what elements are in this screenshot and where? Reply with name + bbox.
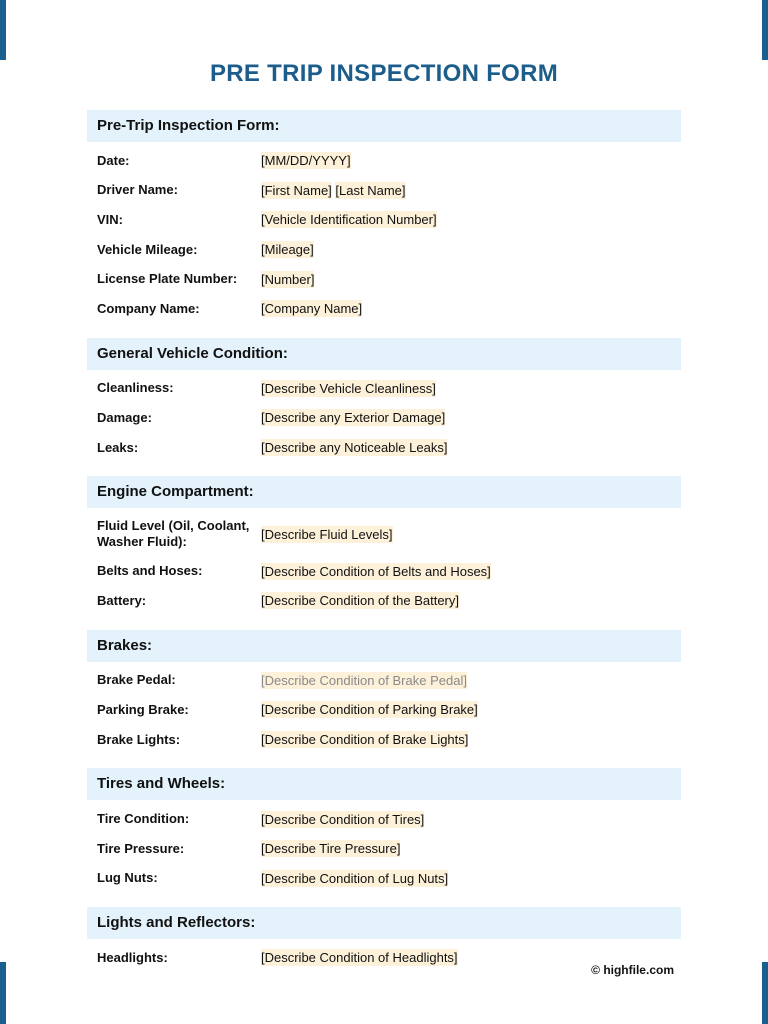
corner-accent-top-right	[762, 0, 768, 60]
form-row	[87, 235, 681, 265]
page-title: PRE TRIP INSPECTION FORM	[209, 60, 559, 87]
field-value[interactable]	[261, 272, 314, 287]
placeholder-text[interactable]: [Describe Condition of Belts and Hoses]	[261, 563, 491, 579]
footer-credit: © highfile.com	[591, 963, 674, 977]
field-value[interactable]	[261, 673, 467, 688]
form-row	[87, 264, 681, 294]
section-heading: Brakes:	[87, 630, 681, 662]
field-value[interactable]	[261, 212, 437, 227]
corner-accent-bottom-right	[762, 962, 768, 1024]
placeholder-text[interactable]: [Number]	[261, 271, 315, 287]
form-section	[87, 110, 681, 324]
placeholder-text[interactable]: [Vehicle Identification Number]	[261, 212, 437, 228]
field-label: Driver Name:	[97, 182, 178, 198]
field-label: Date:	[97, 152, 130, 168]
field-value[interactable]	[261, 242, 314, 257]
section-heading: Tires and Wheels:	[87, 768, 681, 800]
field-value[interactable]	[261, 593, 459, 608]
field-label: Damage:	[97, 409, 152, 425]
field-label: Tire Pressure:	[97, 840, 185, 856]
form-row	[87, 205, 681, 235]
field-label: VIN:	[97, 211, 123, 227]
section-heading: General Vehicle Condition:	[87, 338, 681, 370]
field-label: Cleanliness:	[97, 380, 174, 396]
field-label: Company Name:	[97, 300, 200, 316]
field-value[interactable]	[261, 812, 424, 827]
form-row	[87, 294, 681, 324]
placeholder-text[interactable]: [Company Name]	[261, 301, 363, 317]
form-section	[87, 630, 681, 755]
form-row	[87, 725, 681, 755]
field-value[interactable]	[261, 440, 447, 455]
form-row	[87, 403, 681, 433]
section-heading: Engine Compartment:	[87, 476, 681, 508]
form-row	[87, 864, 681, 894]
field-value[interactable]	[261, 732, 468, 747]
placeholder-text[interactable]: [Describe Condition of Headlights]	[261, 950, 458, 966]
field-value[interactable]	[261, 841, 400, 856]
form-row	[87, 176, 681, 206]
form-row	[87, 374, 681, 404]
field-label: Brake Lights:	[97, 731, 181, 747]
field-label: Parking Brake:	[97, 701, 189, 717]
form-row	[87, 433, 681, 463]
field-value[interactable]	[261, 950, 458, 965]
form-row	[87, 695, 681, 725]
placeholder-text[interactable]: [Last Name]	[335, 182, 406, 198]
field-label: License Plate Number:	[97, 271, 238, 287]
form-section	[87, 476, 681, 615]
field-value[interactable]	[261, 183, 406, 198]
field-label: Battery:	[97, 592, 147, 608]
form-row	[87, 146, 681, 176]
field-label: Brake Pedal:	[97, 672, 176, 688]
placeholder-text[interactable]: [Describe Tire Pressure]	[261, 841, 401, 857]
field-label: Lug Nuts:	[97, 870, 158, 886]
form-row	[87, 586, 681, 616]
field-value[interactable]	[261, 564, 491, 579]
form-row	[87, 512, 681, 556]
field-value[interactable]	[261, 381, 436, 396]
placeholder-text[interactable]: [Describe Condition of Lug Nuts]	[261, 870, 449, 886]
placeholder-text[interactable]: [Describe Condition of Brake Lights]	[261, 732, 469, 748]
placeholder-text[interactable]: [Describe Condition of the Battery]	[261, 593, 459, 609]
placeholder-text[interactable]: [Describe Vehicle Cleanliness]	[261, 380, 436, 396]
placeholder-text[interactable]: [Describe Condition of Parking Brake]	[261, 702, 478, 718]
placeholder-text[interactable]: [First Name]	[261, 182, 332, 198]
form-section	[87, 768, 681, 893]
placeholder-text[interactable]: [Mileage]	[261, 242, 314, 258]
section-heading: Pre-Trip Inspection Form:	[87, 110, 681, 142]
form-section	[87, 338, 681, 463]
form-row	[87, 556, 681, 586]
field-label: Belts and Hoses:	[97, 563, 203, 579]
field-value[interactable]	[261, 410, 445, 425]
form-row	[87, 834, 681, 864]
form-row	[87, 666, 681, 696]
placeholder-text[interactable]: [Describe any Exterior Damage]	[261, 410, 446, 426]
field-value[interactable]	[261, 702, 478, 717]
placeholder-text[interactable]: [MM/DD/YYYY]	[261, 153, 351, 169]
field-label: Headlights:	[97, 949, 168, 965]
placeholder-text[interactable]: [Describe Fluid Levels]	[261, 526, 393, 542]
corner-accent-top-left	[0, 0, 6, 60]
section-heading: Lights and Reflectors:	[87, 907, 681, 939]
field-value[interactable]	[261, 301, 362, 316]
field-value[interactable]	[261, 871, 448, 886]
field-label: Fluid Level (Oil, Coolant, Washer Fluid):	[97, 518, 250, 550]
placeholder-text[interactable]: [Describe Condition of Tires]	[261, 811, 425, 827]
form-row	[87, 804, 681, 834]
field-label: Tire Condition:	[97, 811, 190, 827]
field-value[interactable]	[261, 527, 393, 542]
field-label: Vehicle Mileage:	[97, 241, 198, 257]
inspection-form	[87, 110, 681, 987]
placeholder-text[interactable]: [Describe any Noticeable Leaks]	[261, 440, 448, 456]
placeholder-text[interactable]: [Describe Condition of Brake Pedal]	[261, 672, 467, 688]
corner-accent-bottom-left	[0, 962, 6, 1024]
field-label: Leaks:	[97, 439, 139, 455]
field-value[interactable]	[261, 153, 351, 168]
